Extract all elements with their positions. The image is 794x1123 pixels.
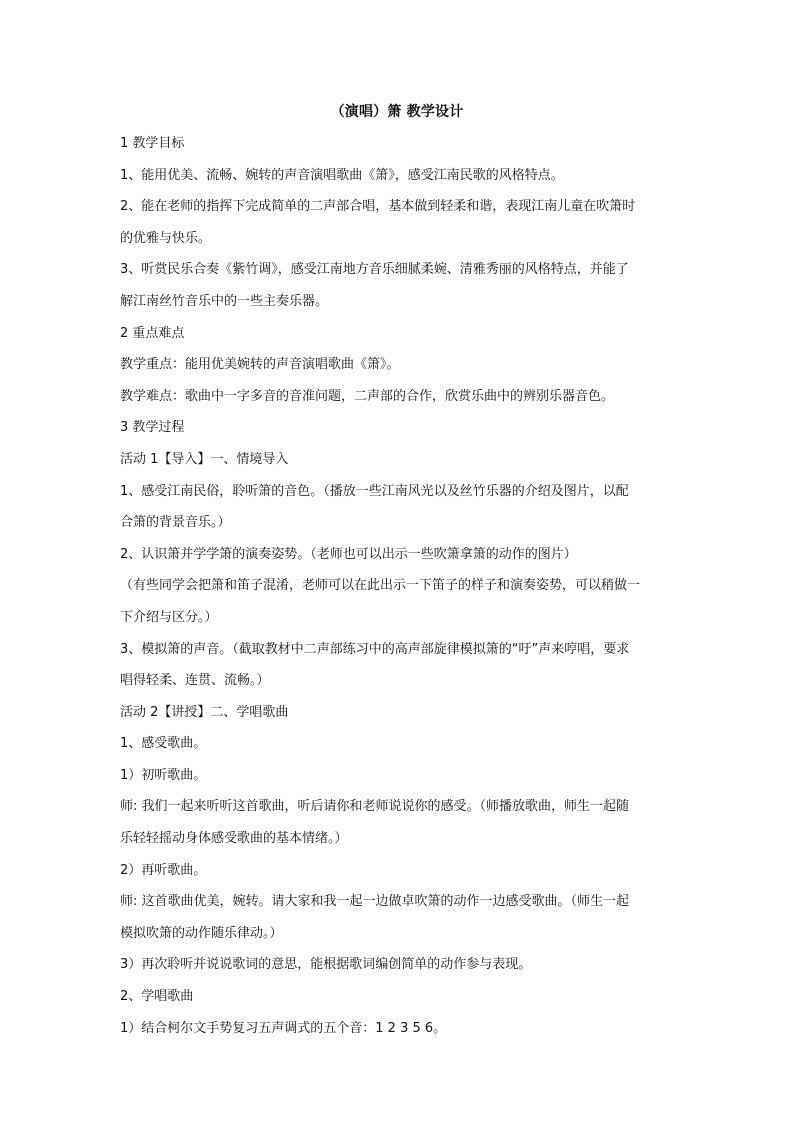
paragraph-objective-1: [120, 165, 680, 186]
list-item: 1）初听歌曲。: [120, 767, 207, 783]
paragraph-step-2: [120, 544, 680, 565]
paragraph-objective-3: [120, 259, 680, 312]
text-line: 唱得轻柔、连贯、流畅。）: [120, 673, 270, 689]
text-line: 的优雅与快乐。: [120, 230, 212, 246]
paragraph-difficulty: [120, 386, 680, 407]
text-line: 模拟吹箫的动作随乐律动。）: [120, 925, 283, 941]
text-line: 1、感受江南民俗，聆听箫的音色。（播放一些江南风光以及丝竹乐器的介绍及图片，以配: [120, 483, 629, 499]
list-item: 1、感受歌曲。: [120, 736, 207, 752]
text-line: 1、能用优美、流畅、婉转的声音演唱歌曲《箫》，感受江南民歌的风格特点。: [120, 167, 564, 183]
text-line: 师: 这首歌曲优美，婉转。请大家和我一起一边做卓吹箫的动作一边感受歌曲。（师生一起: [120, 894, 630, 910]
paragraph-objective-2: [120, 196, 680, 249]
section-heading-process: 3 教学过程: [120, 420, 185, 436]
paragraph-step-3: [120, 639, 680, 692]
text-line: 下介绍与区分。）: [120, 609, 218, 625]
paragraph-step-2-note: [120, 575, 680, 628]
section-heading-objectives: 1 教学目标: [120, 136, 185, 151]
text-line: 3、模拟箫的声音。（截取教材中二声部练习中的高声部旋律模拟箫的“吁”声来哼唱，要求: [120, 641, 630, 657]
page-title: （演唱）箫 教学设计: [330, 104, 464, 120]
document-body: [120, 133, 680, 1049]
paragraph-teacher-1: [120, 796, 680, 849]
list-item: 2、学唱歌曲: [120, 989, 194, 1005]
paragraph-key-point: [120, 354, 680, 375]
text-line: 教学重点：能用优美婉转的声音演唱歌曲《箫》。: [120, 357, 400, 373]
text-line: 解江南丝竹音乐中的一些主奏乐器。: [120, 293, 329, 309]
text-line: （有些同学会把箫和笛子混淆，老师可以在此出示一下笛子的样子和演奏姿势，可以稍做一: [120, 578, 641, 594]
section-heading-key-points: 2 重点难点: [120, 325, 185, 341]
text-line: 3、听赏民乐合奏《紫竹调》，感受江南地方音乐细腻柔婉、清雅秀丽的风格特点，并能了: [120, 262, 629, 278]
text-line: 2、认识箫并学学箫的演奏姿势。（老师也可以出示一些吹箫拿箫的动作的图片）: [120, 546, 577, 562]
text-line: 2、能在老师的指挥下完成简单的二声部合唱，基本做到轻柔和谐，表现江南儿童在吹箫时: [120, 199, 636, 215]
text-line: 乐轻轻摇动身体感受歌曲的基本情绪。）: [120, 831, 348, 847]
list-item: 1）结合柯尔文手势复习五声调式的五个音：1 2 3 5 6。: [120, 1020, 447, 1036]
list-item: 2）再听歌曲。: [120, 862, 207, 878]
text-line: 教学难点：歌曲中一字多音的音准问题，二声部的合作，欣赏乐曲中的辨别乐器音色。: [120, 388, 615, 404]
text-line: 师: 我们一起来听听这首歌曲，听后请你和老师说说你的感受。（师播放歌曲，师生一起随: [120, 799, 630, 815]
activity-heading-2: 活动 2【讲授】二、学唱歌曲: [120, 704, 289, 720]
paragraph-listen-3: [120, 954, 680, 975]
paragraph-teacher-2: [120, 891, 680, 944]
activity-heading-1: 活动 1【导入】一、情境导入: [120, 451, 289, 467]
paragraph-step-1: [120, 481, 680, 534]
text-line: 3）再次聆听并说说歌词的意思，能根据歌词编创简单的动作参与表现。: [120, 957, 532, 973]
text-line: 合箫的背景音乐。）: [120, 515, 231, 531]
